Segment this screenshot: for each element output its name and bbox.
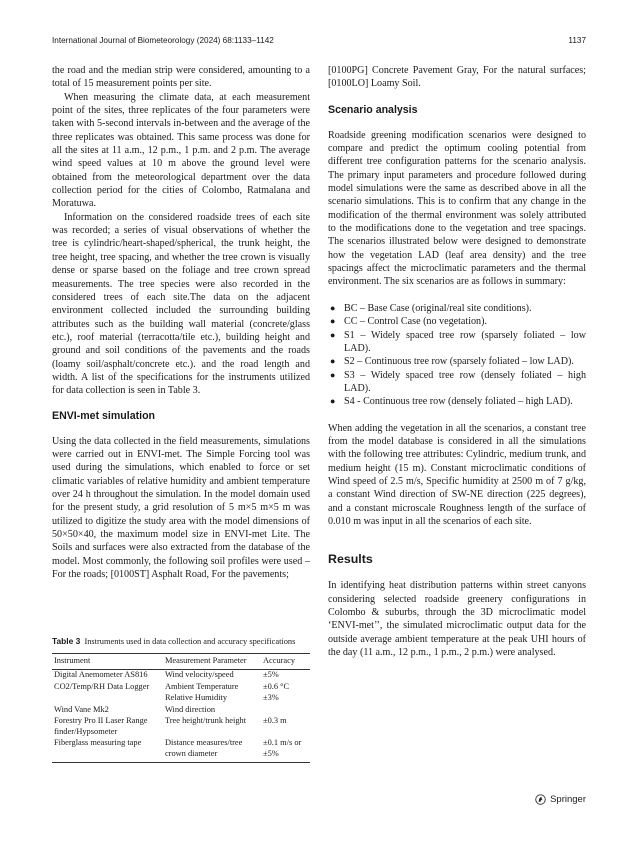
right-column bbox=[328, 64, 586, 659]
springer-horse-icon bbox=[535, 794, 546, 805]
page-number: 1137 bbox=[568, 36, 586, 45]
section-heading-envimet: ENVI-met simulation bbox=[52, 409, 156, 422]
table-row bbox=[52, 681, 310, 693]
table-row bbox=[52, 704, 310, 716]
table-3 bbox=[52, 636, 310, 763]
table-row bbox=[52, 669, 310, 681]
table-header-cell: Instrument bbox=[52, 654, 163, 670]
table-cell bbox=[52, 693, 163, 705]
table-cell: Relative Humidity bbox=[164, 693, 228, 702]
table-cell: ±5% bbox=[262, 670, 279, 679]
table-header-cell: Measurement Parameter bbox=[163, 654, 261, 670]
journal-citation: International Journal of Biometeorology (2024) 68:1133–1142 bbox=[52, 36, 274, 45]
list-item: ● S1 – Widely spaced tree row (sparsely foliated – low LAD). bbox=[328, 329, 586, 356]
table-caption-label: Table 3 bbox=[52, 636, 81, 646]
right-paragraph-2: Roadside greening modification scenarios were designed to compare and predict the optimum cooling potential from different tree configuration patterns for the scenario analysis. The primary input parameters and procedure followed during model simulations were the same as described above in all the scenario simulations. This is to confirm that any change in the modification of the thermal environment was solely attributed to the modifications done to the vegetation and tree spacings. The scenarios illustrated below were designed to demonstrate how the vegetation LAD (leaf area density) and the tree spacings affect the microclimatic parameters and the thermal environment. The six scenarios are as follows in summary: bbox=[328, 129, 586, 288]
publisher-name: Springer bbox=[550, 794, 586, 805]
instruments-table bbox=[52, 653, 310, 763]
table-cell: Fiberglass measuring tape bbox=[52, 738, 163, 763]
table-cell: Digital Anemometer AS816 bbox=[54, 670, 148, 679]
right-paragraph-3: When adding the vegetation in all the scenarios, a constant tree from the model database is considered in all the simulations with the following tree attributes: Cylindric, medium trunk, and medium height (15 m). Constant microclimatic conditions of Wind speed of 2.5 m/s, Specific humidity at 2500 m of 7 g/kg, a constant Wind direction of SW-NE direction (225 degrees), and a constant microscale Roughness length of the surface of 0.010 m was input in all the scenarios of each site. bbox=[328, 422, 586, 527]
table-cell: ±0.3 m bbox=[262, 716, 287, 725]
left-column bbox=[52, 64, 310, 581]
table-cell: Wind velocity/speed bbox=[164, 670, 234, 679]
list-item: ● S4 - Continuous tree row (densely foliated – high LAD). bbox=[328, 395, 586, 408]
table-cell: Wind direction bbox=[164, 704, 216, 714]
table-cell: ±0.6 °C bbox=[262, 681, 290, 691]
table-row bbox=[52, 738, 310, 763]
section-heading-results: Results bbox=[328, 552, 373, 567]
list-item: ● BC – Base Case (original/real site conditions). bbox=[328, 302, 586, 315]
table-cell: CO2/Temp/RH Data Logger bbox=[54, 681, 150, 691]
right-paragraph-1: [0100PG] Concrete Pavement Gray, For the natural surfaces; [0100LO] Loamy Soil. bbox=[328, 65, 586, 90]
list-item: ● S3 – Widely spaced tree row (densely foliated – high LAD). bbox=[328, 369, 586, 396]
right-paragraph-4: In identifying heat distribution patterns within street canyons considering selected roadside greenery configurations in Colombo & suburbs, through the 3D microclimatic model ‘ENVI-met’’, the simulated microclimatic output data for the outside average ambient temperature at the peak UHI hours of the day (11 a.m., 12 p.m., 1 p.m., 2 p.m.) were analysed. bbox=[328, 580, 586, 659]
running-header bbox=[52, 36, 586, 48]
list-item: ● CC – Control Case (no vegetation). bbox=[328, 315, 586, 328]
table-cell: ±3% bbox=[262, 693, 279, 702]
left-paragraph-2: When measuring the climate data, at each measurement point of the sites, three replicates of the four parameters were taken with 5-second intervals in-between and the average of the three replicates was obtained. This same process was done for all the sites at 11 a.m., 12 p.m., 1 p.m. and 2 p.m. The average wind speed values at 10 m above the ground level were obtained from the meteorological department over the data collection period for the cities of Colombo, Ratmalana and Moratuwa. bbox=[52, 91, 310, 210]
table-row bbox=[52, 693, 310, 705]
left-paragraph-4: Using the data collected in the field measurements, simulations were carried out in ENVI-met. The Simple Forcing tool was used during the simulations, which enabled to force or set climatic variables of relative humidity and ambient temperature over 24 h throughout the simulation. In the model domain used for the present study, a grid resolution of 5 m×5 m×5 m was utilized to digitize the study area with the model dimensions of 50×50×40, the maximum model size in ENVI-met Lite. The Soils and surfaces were also extracted from the database of the model. Most commonly, the following soil profiles were used – For the roads; [0100ST] Asphalt Road, For the pavements; bbox=[52, 435, 310, 581]
table-row bbox=[52, 716, 310, 738]
table-cell: Distance measures/tree crown diameter bbox=[163, 738, 261, 763]
table-cell: Tree height/trunk height bbox=[164, 716, 247, 725]
table-cell: Wind Vane Mk2 bbox=[54, 704, 109, 714]
section-heading-scenario: Scenario analysis bbox=[328, 103, 418, 116]
table-caption bbox=[52, 636, 310, 647]
publisher-footer bbox=[535, 794, 586, 805]
table-cell bbox=[261, 704, 310, 716]
list-item: ● S2 – Continuous tree row (sparsely foliated – low LAD). bbox=[328, 355, 586, 368]
table-cell: Ambient Temperature bbox=[164, 681, 239, 691]
table-header-row bbox=[52, 654, 310, 670]
left-paragraph-3: Information on the considered roadside trees of each site was recorded; a series of visual observations of whether the tree is cylindric/heart-shaped/spherical, the trunk height, the tree height, tree spacing, and whether the tree crown is visually dense or sparse based on the foliage and tree crown spread measurements. The tree species were also recorded in the considered trees of each site.The data on the adjacent environment collected included the surrounding building attributes such as the building wall material (concrete/glass etc.), roof material (terracotta/tile etc.), building height and ground and soil conditions of the pavements and the roads (loamy soil/asphalt/concrete etc.). and the road length and width. A list of the specifications for the instruments utilized for data collection is seen in Table 3. bbox=[52, 211, 310, 397]
scenario-list bbox=[328, 302, 586, 409]
table-cell: Forestry Pro II Laser Range finder/Hypsometer bbox=[54, 716, 148, 736]
table-header-cell: Accuracy bbox=[261, 654, 310, 670]
left-paragraph-1: the road and the median strip were considered, amounting to a total of 15 measurement points per site. bbox=[52, 65, 310, 90]
table-cell: ±0.1 m/s or ±5% bbox=[261, 738, 310, 763]
table-caption-text: Instruments used in data collection and accuracy specifications bbox=[84, 637, 296, 646]
